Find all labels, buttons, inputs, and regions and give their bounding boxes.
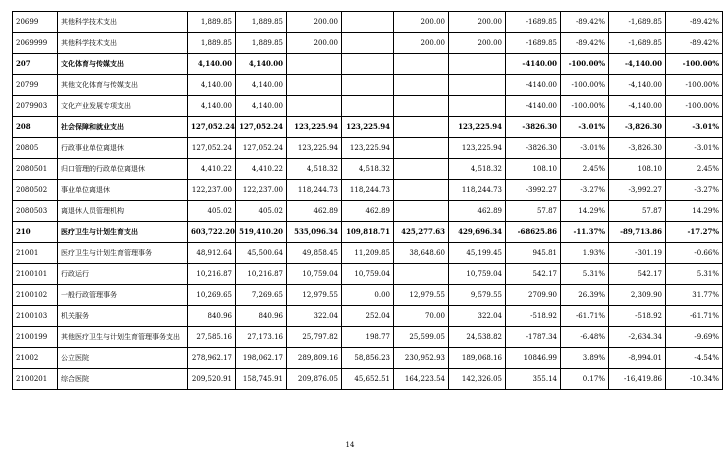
amount-cell	[449, 96, 506, 117]
table-row	[13, 264, 723, 285]
subject-cell: 文化体育与传媒支出	[58, 54, 188, 75]
amount-cell: 200.00	[449, 33, 506, 54]
amount-cell: 118,244.73	[287, 180, 342, 201]
amount-cell: 12,979.55	[394, 285, 449, 306]
percent-cell: -89.42%	[561, 33, 609, 54]
subject-cell: 事业单位离退休	[58, 180, 188, 201]
amount-cell: 10,269.65	[188, 285, 236, 306]
percent-cell: -3.27%	[666, 180, 723, 201]
code-cell: 2080501	[13, 159, 58, 180]
percent-cell: 2.45%	[561, 159, 609, 180]
amount-cell: 127,052.24	[236, 117, 287, 138]
amount-cell: 123,225.94	[449, 138, 506, 159]
change-cell: -301.19	[609, 243, 666, 264]
code-cell: 21001	[13, 243, 58, 264]
amount-cell	[342, 54, 394, 75]
percent-cell: -100.00%	[561, 54, 609, 75]
amount-cell: 278,962.17	[188, 348, 236, 369]
subject-cell: 机关服务	[58, 306, 188, 327]
amount-cell: 0.00	[342, 285, 394, 306]
percent-cell: -3.01%	[666, 117, 723, 138]
amount-cell: 209,520.91	[188, 369, 236, 390]
amount-cell: 252.04	[342, 306, 394, 327]
amount-cell	[394, 138, 449, 159]
amount-cell: 289,809.16	[287, 348, 342, 369]
amount-cell: 27,173.16	[236, 327, 287, 348]
code-cell: 2100199	[13, 327, 58, 348]
percent-cell: -100.00%	[561, 96, 609, 117]
code-cell: 2079903	[13, 96, 58, 117]
change-cell: -518.92	[506, 306, 561, 327]
percent-cell: 26.39%	[561, 285, 609, 306]
percent-cell: -61.71%	[666, 306, 723, 327]
amount-cell: 109,818.71	[342, 222, 394, 243]
percent-cell: -4.54%	[666, 348, 723, 369]
change-cell: 57.87	[609, 201, 666, 222]
amount-cell	[449, 75, 506, 96]
change-cell: -4140.00	[506, 96, 561, 117]
page-number: 14	[345, 441, 355, 449]
code-cell: 2100103	[13, 306, 58, 327]
change-cell: -1689.85	[506, 33, 561, 54]
amount-cell: 200.00	[394, 33, 449, 54]
amount-cell: 425,277.63	[394, 222, 449, 243]
amount-cell: 58,856.23	[342, 348, 394, 369]
change-cell: 355.14	[506, 369, 561, 390]
change-cell: -3826.30	[506, 117, 561, 138]
amount-cell	[394, 54, 449, 75]
code-cell: 20805	[13, 138, 58, 159]
change-cell: -3826.30	[506, 138, 561, 159]
table-row	[13, 306, 723, 327]
change-cell: 542.17	[609, 264, 666, 285]
amount-cell: 11,209.85	[342, 243, 394, 264]
change-cell: -4140.00	[506, 75, 561, 96]
subject-cell: 综合医院	[58, 369, 188, 390]
amount-cell: 4,410.22	[236, 159, 287, 180]
percent-cell: -100.00%	[666, 75, 723, 96]
percent-cell: 2.45%	[666, 159, 723, 180]
amount-cell	[394, 159, 449, 180]
percent-cell: 0.17%	[561, 369, 609, 390]
table-row	[13, 75, 723, 96]
amount-cell: 200.00	[287, 33, 342, 54]
amount-cell: 230,952.93	[394, 348, 449, 369]
table-row	[13, 138, 723, 159]
table-row	[13, 369, 723, 390]
amount-cell: 118,244.73	[342, 180, 394, 201]
change-cell: 10846.99	[506, 348, 561, 369]
budget-table	[12, 11, 723, 390]
amount-cell: 158,745.91	[236, 369, 287, 390]
amount-cell	[394, 75, 449, 96]
change-cell: -68625.86	[506, 222, 561, 243]
amount-cell	[287, 54, 342, 75]
table-row	[13, 96, 723, 117]
percent-cell: -3.01%	[561, 117, 609, 138]
code-cell: 2080503	[13, 201, 58, 222]
amount-cell: 462.89	[342, 201, 394, 222]
amount-cell: 25,599.05	[394, 327, 449, 348]
subject-cell: 公立医院	[58, 348, 188, 369]
amount-cell: 38,648.60	[394, 243, 449, 264]
change-cell: -1,689.85	[609, 12, 666, 33]
code-cell: 2069999	[13, 33, 58, 54]
percent-cell: 14.29%	[561, 201, 609, 222]
code-cell: 2100101	[13, 264, 58, 285]
percent-cell: -6.48%	[561, 327, 609, 348]
amount-cell: 9,579.55	[449, 285, 506, 306]
subject-cell: 医疗卫生与计划生育管理事务	[58, 243, 188, 264]
amount-cell	[394, 201, 449, 222]
table-row	[13, 201, 723, 222]
amount-cell: 4,140.00	[236, 96, 287, 117]
percent-cell: -10.34%	[666, 369, 723, 390]
amount-cell: 603,722.20	[188, 222, 236, 243]
change-cell: 108.10	[609, 159, 666, 180]
percent-cell: -89.42%	[666, 33, 723, 54]
change-cell: 542.17	[506, 264, 561, 285]
percent-cell: -17.27%	[666, 222, 723, 243]
table-row-category	[13, 117, 723, 138]
amount-cell	[394, 117, 449, 138]
amount-cell: 45,652.51	[342, 369, 394, 390]
amount-cell: 164,223.54	[394, 369, 449, 390]
amount-cell: 462.89	[287, 201, 342, 222]
table-row	[13, 159, 723, 180]
amount-cell: 189,068.16	[449, 348, 506, 369]
change-cell: -4140.00	[506, 54, 561, 75]
amount-cell: 25,797.82	[287, 327, 342, 348]
change-cell: -1689.85	[506, 12, 561, 33]
amount-cell	[394, 96, 449, 117]
table-row	[13, 348, 723, 369]
amount-cell: 45,199.45	[449, 243, 506, 264]
change-cell: -4,140.00	[609, 54, 666, 75]
change-cell: -4,140.00	[609, 96, 666, 117]
percent-cell: -11.37%	[561, 222, 609, 243]
amount-cell: 49,858.45	[287, 243, 342, 264]
amount-cell: 4,140.00	[188, 96, 236, 117]
amount-cell: 535,096.34	[287, 222, 342, 243]
amount-cell: 10,216.87	[188, 264, 236, 285]
code-cell: 21002	[13, 348, 58, 369]
code-cell: 20799	[13, 75, 58, 96]
code-cell: 20699	[13, 12, 58, 33]
percent-cell: -3.01%	[561, 138, 609, 159]
amount-cell	[394, 264, 449, 285]
amount-cell: 1,889.85	[188, 12, 236, 33]
subject-cell: 行政运行	[58, 264, 188, 285]
amount-cell: 123,225.94	[342, 117, 394, 138]
amount-cell: 10,759.04	[342, 264, 394, 285]
change-cell: 945.81	[506, 243, 561, 264]
code-cell: 2100102	[13, 285, 58, 306]
amount-cell: 123,225.94	[287, 138, 342, 159]
change-cell: -16,419.86	[609, 369, 666, 390]
table-row	[13, 180, 723, 201]
amount-cell	[287, 96, 342, 117]
percent-cell: -100.00%	[561, 75, 609, 96]
budget-sheet	[12, 11, 719, 390]
subject-cell: 其他医疗卫生与计划生育管理事务支出	[58, 327, 188, 348]
change-cell: -518.92	[609, 306, 666, 327]
table-body	[13, 12, 723, 390]
amount-cell	[342, 33, 394, 54]
change-cell: -3992.27	[506, 180, 561, 201]
amount-cell: 4,140.00	[236, 54, 287, 75]
table-row	[13, 12, 723, 33]
amount-cell: 209,876.05	[287, 369, 342, 390]
amount-cell: 4,518.32	[449, 159, 506, 180]
change-cell: -1787.34	[506, 327, 561, 348]
subject-cell: 其他科学技术支出	[58, 33, 188, 54]
percent-cell: -3.27%	[561, 180, 609, 201]
subject-cell: 医疗卫生与计划生育支出	[58, 222, 188, 243]
percent-cell: -89.42%	[666, 12, 723, 33]
amount-cell: 405.02	[188, 201, 236, 222]
table-row	[13, 327, 723, 348]
change-cell: -3,992.27	[609, 180, 666, 201]
amount-cell: 840.96	[188, 306, 236, 327]
amount-cell: 7,269.65	[236, 285, 287, 306]
amount-cell: 70.00	[394, 306, 449, 327]
amount-cell: 4,518.32	[342, 159, 394, 180]
amount-cell: 127,052.24	[236, 138, 287, 159]
amount-cell	[449, 54, 506, 75]
amount-cell	[394, 180, 449, 201]
subject-cell: 离退休人员管理机构	[58, 201, 188, 222]
percent-cell: 5.31%	[561, 264, 609, 285]
change-cell: -89,713.86	[609, 222, 666, 243]
amount-cell: 27,585.16	[188, 327, 236, 348]
change-cell: -1,689.85	[609, 33, 666, 54]
subject-cell: 行政事业单位离退休	[58, 138, 188, 159]
percent-cell: 31.77%	[666, 285, 723, 306]
percent-cell: -89.42%	[561, 12, 609, 33]
amount-cell	[342, 96, 394, 117]
percent-cell: 3.89%	[561, 348, 609, 369]
amount-cell: 118,244.73	[449, 180, 506, 201]
amount-cell: 10,759.04	[287, 264, 342, 285]
subject-cell: 一般行政管理事务	[58, 285, 188, 306]
percent-cell: 1.93%	[561, 243, 609, 264]
amount-cell: 198,062.17	[236, 348, 287, 369]
subject-cell: 归口管理的行政单位离退休	[58, 159, 188, 180]
code-cell: 2080502	[13, 180, 58, 201]
change-cell: -8,994.01	[609, 348, 666, 369]
amount-cell: 4,140.00	[236, 75, 287, 96]
amount-cell: 1,889.85	[236, 33, 287, 54]
amount-cell: 429,696.34	[449, 222, 506, 243]
percent-cell: -61.71%	[561, 306, 609, 327]
amount-cell: 519,410.20	[236, 222, 287, 243]
amount-cell: 127,052.24	[188, 117, 236, 138]
amount-cell: 4,410.22	[188, 159, 236, 180]
table-row-category	[13, 222, 723, 243]
code-cell: 207	[13, 54, 58, 75]
amount-cell: 123,225.94	[287, 117, 342, 138]
amount-cell: 322.04	[449, 306, 506, 327]
change-cell: -3,826.30	[609, 138, 666, 159]
amount-cell: 1,889.85	[188, 33, 236, 54]
percent-cell: -9.69%	[666, 327, 723, 348]
amount-cell: 48,912.64	[188, 243, 236, 264]
table-row	[13, 243, 723, 264]
amount-cell: 462.89	[449, 201, 506, 222]
amount-cell: 4,518.32	[287, 159, 342, 180]
percent-cell: 5.31%	[666, 264, 723, 285]
amount-cell: 1,889.85	[236, 12, 287, 33]
amount-cell: 142,326.05	[449, 369, 506, 390]
amount-cell: 127,052.24	[188, 138, 236, 159]
change-cell: -3,826.30	[609, 117, 666, 138]
amount-cell: 24,538.82	[449, 327, 506, 348]
amount-cell	[342, 12, 394, 33]
subject-cell: 社会保障和就业支出	[58, 117, 188, 138]
change-cell: -2,634.34	[609, 327, 666, 348]
amount-cell: 123,225.94	[342, 138, 394, 159]
change-cell: -4,140.00	[609, 75, 666, 96]
table-row-category	[13, 54, 723, 75]
percent-cell: -3.01%	[666, 138, 723, 159]
amount-cell: 405.02	[236, 201, 287, 222]
change-cell: 57.87	[506, 201, 561, 222]
change-cell: 108.10	[506, 159, 561, 180]
code-cell: 208	[13, 117, 58, 138]
code-cell: 210	[13, 222, 58, 243]
percent-cell: -0.66%	[666, 243, 723, 264]
subject-cell: 文化产业发展专项支出	[58, 96, 188, 117]
amount-cell: 123,225.94	[449, 117, 506, 138]
amount-cell: 198.77	[342, 327, 394, 348]
percent-cell: -100.00%	[666, 96, 723, 117]
subject-cell: 其他科学技术支出	[58, 12, 188, 33]
change-cell: 2709.90	[506, 285, 561, 306]
percent-cell: -100.00%	[666, 54, 723, 75]
amount-cell	[287, 75, 342, 96]
amount-cell: 200.00	[287, 12, 342, 33]
amount-cell: 12,979.55	[287, 285, 342, 306]
amount-cell: 200.00	[449, 12, 506, 33]
amount-cell: 4,140.00	[188, 54, 236, 75]
percent-cell: 14.29%	[666, 201, 723, 222]
amount-cell	[342, 75, 394, 96]
amount-cell: 122,237.00	[188, 180, 236, 201]
table-row	[13, 285, 723, 306]
table-row	[13, 33, 723, 54]
code-cell: 2100201	[13, 369, 58, 390]
amount-cell: 10,759.04	[449, 264, 506, 285]
amount-cell: 322.04	[287, 306, 342, 327]
amount-cell: 4,140.00	[188, 75, 236, 96]
amount-cell: 10,216.87	[236, 264, 287, 285]
change-cell: 2,309.90	[609, 285, 666, 306]
amount-cell: 45,500.64	[236, 243, 287, 264]
subject-cell: 其他文化体育与传媒支出	[58, 75, 188, 96]
amount-cell: 200.00	[394, 12, 449, 33]
amount-cell: 840.96	[236, 306, 287, 327]
amount-cell: 122,237.00	[236, 180, 287, 201]
